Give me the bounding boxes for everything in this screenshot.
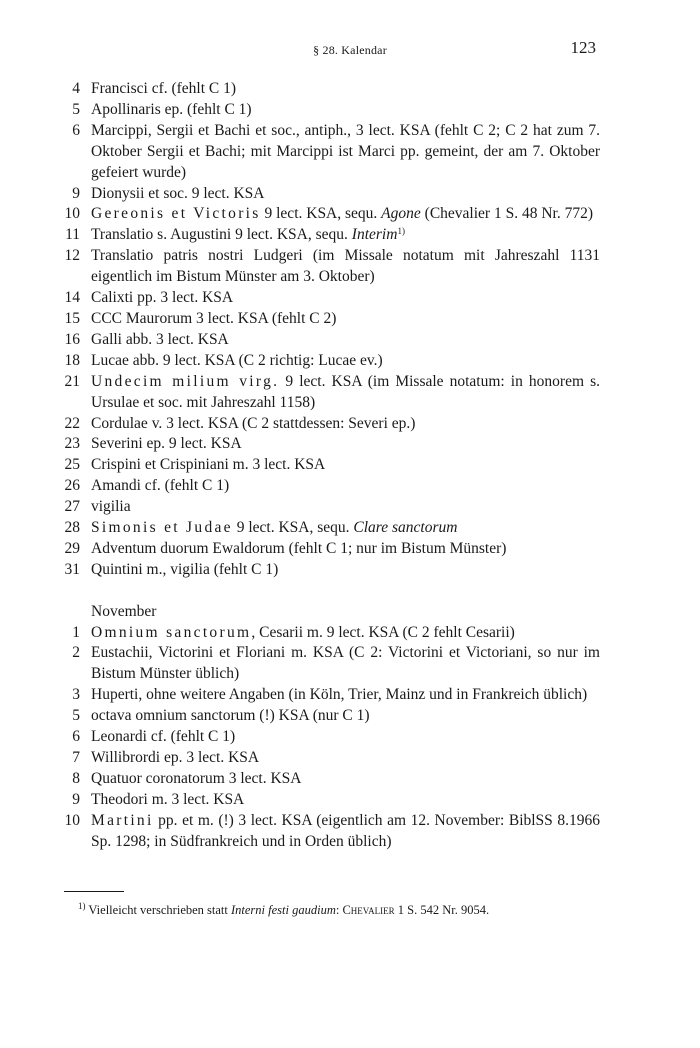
text-run: Chevalier (342, 903, 395, 917)
calendar-entry (56, 246, 600, 288)
day-number: 26 (64, 477, 80, 495)
entry-text (91, 790, 600, 811)
entry-text (91, 414, 600, 435)
calendar-entry (56, 414, 600, 435)
day-number: 16 (64, 330, 80, 348)
text-run: 1 S. 542 Nr. 9054. (394, 903, 490, 917)
calendar-entry (56, 727, 600, 748)
day-number: 14 (64, 289, 80, 307)
calendar-entry (56, 121, 600, 184)
calendar-entry (56, 643, 600, 685)
calendar-entry (56, 685, 600, 706)
calendar-entry (56, 309, 600, 330)
day-number: 11 (65, 226, 80, 244)
calendar-entries (56, 79, 600, 853)
text-run: Translatio s. Augustini 9 lect. KSA, sequ. (91, 226, 352, 244)
day-number: 18 (64, 351, 80, 369)
footnote-marker: 1) (78, 901, 86, 911)
page-number: 123 (570, 38, 596, 57)
text-run: Agone (381, 205, 421, 223)
section-gap (56, 581, 600, 602)
text-run: Gereonis et Victoris (91, 205, 261, 223)
calendar-entry (56, 372, 600, 414)
entry-text (91, 811, 600, 853)
text-run: Clare sanctorum (353, 519, 458, 537)
text-run: Interni festi gaudium (231, 903, 336, 917)
entry-text (91, 79, 600, 100)
calendar-entry (56, 769, 600, 790)
text-run: Galli abb. 3 lect. KSA (91, 330, 229, 348)
day-number: 15 (64, 309, 80, 327)
text-run: Marcippi, Sergii et Bachi et soc., antiph., 3 lect. KSA (fehlt C 2; C 2 hat zum 7. Oktober Sergii et Bachi; mit Marcippi ist Marci pp. gemeint, der am 7. Oktober gefeiert wurde) (91, 121, 600, 181)
text-run: Severini ep. 9 lect. KSA (91, 435, 242, 453)
footnote (78, 902, 608, 919)
text-run: Theodori m. 3 lect. KSA (91, 790, 245, 808)
day-number: 5 (72, 100, 80, 118)
entry-text (91, 643, 600, 685)
calendar-entry (56, 497, 600, 518)
day-number: 1 (72, 623, 80, 641)
text-run: vigilia (91, 498, 131, 516)
entry-text (91, 748, 600, 769)
entry-text (91, 184, 600, 205)
text-run: Eustachii, Victorini et Floriani m. KSA (C 2: Victorini et Victoriani, so nur im Bistum Münster üblich) (91, 644, 600, 683)
text-run: Crispini et Crispiniani m. 3 lect. KSA (91, 456, 326, 474)
calendar-entry (56, 434, 600, 455)
day-number: 8 (72, 769, 80, 787)
footnote-marker: 1) (397, 226, 405, 237)
entry-text (91, 225, 600, 246)
calendar-entry (56, 623, 600, 644)
calendar-entry (56, 184, 600, 205)
calendar-entry (56, 748, 600, 769)
entry-text (91, 769, 600, 790)
day-number: 5 (72, 707, 80, 725)
entry-text (91, 476, 600, 497)
running-title: § 28. Kalendar (313, 43, 387, 57)
entry-text (91, 497, 600, 518)
november-list (56, 623, 600, 853)
text-run: (Chevalier 1 S. 48 Nr. 772) (420, 205, 593, 223)
entry-text (91, 434, 600, 455)
text-run: : (335, 903, 343, 917)
text-run: Leonardi cf. (fehlt C 1) (91, 728, 236, 746)
day-number: 12 (64, 247, 80, 265)
text-run: Simonis et Judae (91, 519, 233, 537)
calendar-entry (56, 518, 600, 539)
day-number: 22 (64, 414, 80, 432)
day-number: 10 (64, 205, 80, 223)
day-number: 2 (72, 644, 80, 662)
calendar-entry (56, 79, 600, 100)
day-number: 25 (64, 456, 80, 474)
entry-text (91, 121, 600, 184)
calendar-entry (56, 288, 600, 309)
entry-text (91, 288, 600, 309)
text-run: Translatio patris nostri Ludgeri (im Missale notatum mit Jahreszahl 1131 eigentlich im Bistum Münster am 3. Oktober) (91, 247, 600, 286)
day-number: 10 (64, 811, 80, 829)
entry-text (91, 560, 600, 581)
entry-text (91, 204, 600, 225)
day-number: 7 (72, 748, 80, 766)
text-run: Apollinaris ep. (fehlt C 1) (91, 100, 252, 118)
day-number: 9 (72, 790, 80, 808)
entry-text (91, 309, 600, 330)
day-number: 27 (64, 498, 80, 516)
text-run: octava omnium sanctorum (!) KSA (nur C 1) (91, 707, 370, 725)
day-number: 29 (64, 539, 80, 557)
entry-text (91, 351, 600, 372)
entry-text (91, 246, 600, 288)
text-run: CCC Maurorum 3 lect. KSA (fehlt C 2) (91, 309, 337, 327)
entry-text (91, 372, 600, 414)
text-run: Dionysii et soc. 9 lect. KSA (91, 184, 265, 202)
entry-text (91, 100, 600, 121)
page-header (0, 38, 700, 62)
entry-text (91, 706, 600, 727)
entry-text (91, 685, 600, 706)
entry-text (91, 518, 600, 539)
day-number: 28 (64, 519, 80, 537)
calendar-entry (56, 706, 600, 727)
text-run: Cordulae v. 3 lect. KSA (C 2 stattdessen: Severi ep.) (91, 414, 416, 432)
october-list (56, 79, 600, 581)
calendar-entry (56, 560, 600, 581)
text-run: Lucae abb. 9 lect. KSA (C 2 richtig: Lucae ev.) (91, 351, 383, 369)
text-run: Willibrordi ep. 3 lect. KSA (91, 748, 260, 766)
month-heading: November (91, 602, 157, 620)
text-run: Martini (91, 811, 154, 829)
text-run: pp. et m. (!) 3 lect. KSA (eigentlich am 12. November: BiblSS 8.1966 Sp. 1298; in Südfrankreich und in Orden üblich) (91, 811, 600, 850)
text-run: Interim (351, 226, 398, 244)
text-run: Omnium sanctorum (91, 623, 252, 641)
text-run: 9 lect. KSA (im Missale notatum: in honorem s. Ursulae et soc. mit Jahreszahl 1158) (91, 372, 600, 411)
calendar-entry (56, 204, 600, 225)
entry-text (91, 330, 600, 351)
calendar-entry (56, 330, 600, 351)
text-run: 9 lect. KSA, sequ. (232, 519, 354, 537)
entry-text (91, 727, 600, 748)
calendar-entry (56, 225, 600, 246)
day-number: 21 (64, 372, 80, 390)
entry-text (91, 623, 600, 644)
footnote-rule (64, 891, 124, 892)
text-run: Huperti, ohne weitere Angaben (in Köln, Trier, Mainz und in Frankreich üblich) (91, 686, 588, 704)
text-run: 9 lect. KSA, sequ. (260, 205, 382, 223)
calendar-entry (56, 351, 600, 372)
text-run: Quatuor coronatorum 3 lect. KSA (91, 769, 302, 787)
calendar-entry (56, 100, 600, 121)
calendar-entry (56, 811, 600, 853)
text-run: Undecim milium virg. (91, 372, 280, 390)
calendar-entry (56, 476, 600, 497)
calendar-entry (56, 790, 600, 811)
day-number: 9 (72, 184, 80, 202)
day-number: 23 (64, 435, 80, 453)
text-run: Vielleicht verschrieben statt (85, 903, 231, 917)
text-run: Adventum duorum Ewaldorum (fehlt C 1; nur im Bistum Münster) (91, 539, 507, 557)
text-run: Calixti pp. 3 lect. KSA (91, 289, 234, 307)
day-number: 4 (72, 80, 80, 97)
day-number: 6 (72, 728, 80, 746)
day-number: 31 (64, 560, 80, 578)
text-run: Francisci cf. (fehlt C 1) (91, 80, 237, 97)
calendar-entry (56, 539, 600, 560)
text-run: Amandi cf. (fehlt C 1) (91, 477, 230, 495)
text-run: Quintini m., vigilia (fehlt C 1) (91, 560, 279, 578)
entry-text (91, 539, 600, 560)
day-number: 3 (72, 686, 80, 704)
day-number: 6 (72, 121, 80, 139)
text-run: , Cesarii m. 9 lect. KSA (C 2 fehlt Cesarii) (251, 623, 515, 641)
entry-text (91, 455, 600, 476)
calendar-entry (56, 455, 600, 476)
